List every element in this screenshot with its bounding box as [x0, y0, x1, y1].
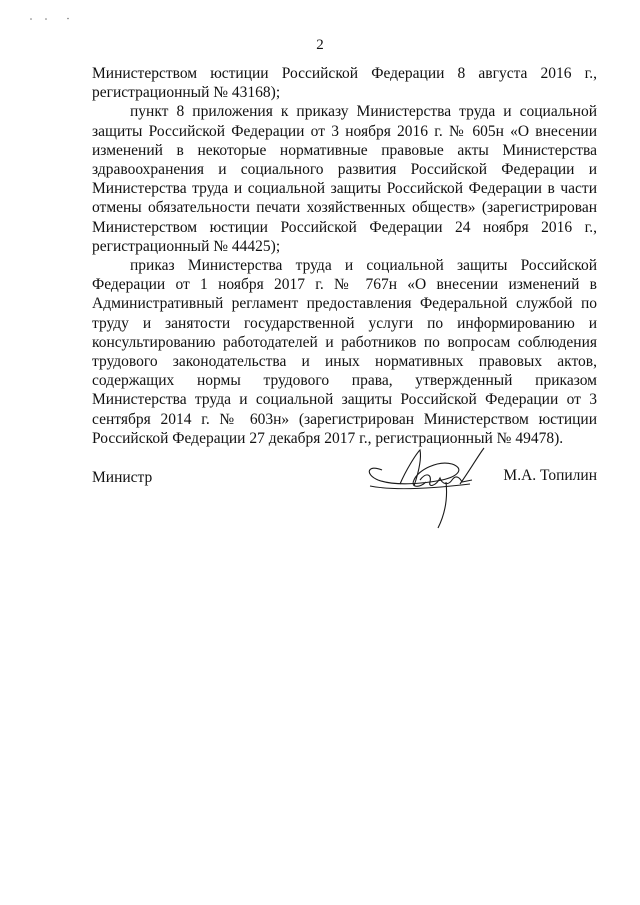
- signature-block: [92, 440, 597, 540]
- document-body: [92, 64, 597, 448]
- paragraph-item-8: пункт 8 приложения к приказу Министерства труда и социальной защиты Российской Федерации от 3 ноября 2016 г. № 605н «О внесении изменений в некоторые нормативные правовые акты Министерства здравоохранения и социального развития Российской Федерации и Министерства труда и социальной защиты Российской Федерации в части отмены обязательности печати хозяйственных обществ» (зарегистрирован Министерством юстиции Российской Федерации 24 ноября 2016 г., регистрационный № 44425);: [92, 103, 597, 255]
- signer-title: Министр: [92, 469, 153, 486]
- handwritten-signature: [360, 440, 500, 532]
- scan-artifact-dots: [28, 16, 78, 22]
- page-number: 2: [316, 37, 324, 53]
- paragraph-order-767n: приказ Министерства труда и социальной защиты Российской Федерации от 1 ноября 2017 г. № 767н «О внесении изменений в Административный регламент предоставления Федеральной службой по труду и занятости государственной услуги по информированию и консультированию работодателей и работников по вопросам соблюдения трудового законодательства и иных нормативных правовых актов, содержащих нормы трудового права, утвержденный приказом Министерства труда и социальной защиты Российской Федерации от 3 сентября 2014 г. № 603н» (зарегистрирован Министерством юстиции Российской Федерации 27 декабря 2017 г., регистрационный № 49478).: [92, 257, 597, 447]
- paragraph-continuation: Министерством юстиции Российской Федерации 8 августа 2016 г., регистрационный № 43168);: [92, 65, 597, 102]
- signer-name: М.А. Топилин: [503, 467, 597, 484]
